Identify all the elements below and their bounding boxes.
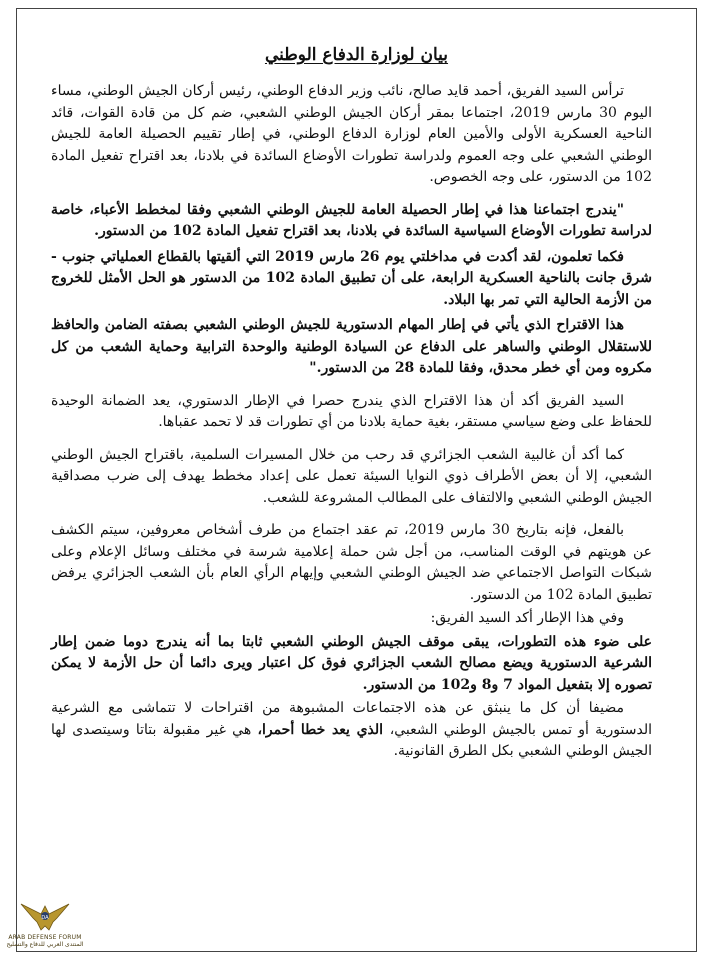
paragraph-quote-2: فكما تعلمون، لقد أكدت في مداخلتي يوم 26 مارس 2019 التي ألقيتها بالقطاع العملياتي جنوب - شرق جانت بالناحية العسكرية الرابعة، على أن تطبيق المادة 102 من الدستور هو الحل الأمثل للخروج من الأزمة الحالية التي تمر بها البلاد.: [51, 248, 652, 308]
closing-part-1: مضيفا أن كل ما ينبثق عن هذه الاجتماعات المشبوهة من اقتراحات لا تتماشى مع الشرعية الدستورية أو تمس بالجيش الوطني الشعبي،: [51, 700, 652, 738]
watermark-name: ARAB DEFENSE FORUM: [8, 934, 82, 941]
eagle-emblem-icon: [19, 900, 71, 934]
document-title: بيان لوزارة الدفاع الوطني: [264, 45, 449, 65]
paragraph-constitutional: السيد الفريق أكد أن هذا الاقتراح الذي يندرج حصرا في الإطار الدستوري، يعد الضمانة الوحيدة للحفاظ على وضع سياسي مستقر، بغية حماية بلادنا من أي تطورات قد لا تحمد عقباها.: [51, 392, 652, 430]
closing-part-2: هي غير مقبولة بتاتا وسيتصدى لها الجيش الوطني الشعبي بكل الطرق القانونية.: [51, 721, 652, 759]
paragraph-meeting: بالفعل، فإنه بتاريخ 30 مارس 2019، تم عقد اجتماع من طرف أشخاص معروفين، سيتم الكشف عن هويتهم في الوقت المناسب، من أجل شن حملة إعلامية شرسة في مختلف وسائل الإعلام وعلى شبكات التواصل الاجتماعي ضد الجيش الوطني الشعبي وإيهام الرأي العام بأن الشعب الجزائري يرفض تطبيق المادة 102 من الدستور.: [51, 522, 652, 603]
paragraph-intro: ترأس السيد الفريق، أحمد قايد صالح، نائب وزير الدفاع الوطني، رئيس أركان الجيش الوطني، مساء اليوم 30 مارس 2019، اجتماعا بمقر أركان الجيش الوطني الشعبي، ضم كل من قادة القوات، قائد الناحية العسكرية الأولى والأمين العام لوزارة الدفاع الوطني، في إطار تقييم الحصيلة العامة للجيش الوطني الشعبي على وجه العموم ولدراسة تطورات الأوضاع السائدة في بلادنا، بعد اقتراح تفعيل المادة 102 من الدستور، على وجه الخصوص.: [51, 83, 653, 185]
paragraph-quote-1: "يندرج اجتماعنا هذا في إطار الحصيلة العامة للجيش الوطني الشعبي وفقا لمخطط الأعباء، خاصة لدراسة تطورات الأوضاع السياسية السائدة في بلادنا، بعد اقتراح تفعيل المادة 102 من الدستور.: [51, 201, 652, 239]
paragraph-marches: كما أكد أن غالبية الشعب الجزائري قد رحب من خلال المسيرات السلمية، باقتراح الجيش الوطني الشعبي، إلا أن بعض الأطراف ذوي النوايا السيئة تعمل على إعداد مخطط يهدف إلى ضرب مصداقية الجيش الوطني الشعبي والالتفاف على المطالب المشروعة للشعب.: [51, 446, 652, 506]
paragraph-closing: [51, 698, 652, 763]
watermark-url: المنتدى العربي للدفاع والتسليح: [6, 941, 84, 948]
document-page: [16, 8, 697, 952]
paragraph-lead-in: وفي هذا الإطار أكد السيد الفريق:: [430, 610, 624, 626]
paragraph-quote-3: هذا الاقتراح الذي يأتي في إطار المهام الدستورية للجيش الوطني الشعبي بصفته الضامن والحافظ للاستقلال الوطني والساهر على الدفاع عن السيادة الوطنية والوحدة الترابية وحماية الشعب من كل مكروه ومن أي خطر محدق، وفقا للمادة 28 من الدستور.": [51, 317, 652, 376]
watermark-short: DA: [41, 915, 49, 921]
watermark-logo: [4, 900, 86, 956]
paragraph-position: على ضوء هذه التطورات، يبقى موقف الجيش الوطني الشعبي ثابتا بما أنه يندرج دوما ضمن إطار الشرعية الدستورية ويضع مصالح الشعب الجزائري فوق كل اعتبار ويرى دائما أن حل الأزمة لا يمكن تصوره إلا بتفعيل المواد 7 و8 و102 من الدستور.: [51, 633, 652, 693]
closing-red-line: الذي يعد خطا أحمرا،: [257, 721, 390, 738]
document-body: [51, 81, 652, 774]
